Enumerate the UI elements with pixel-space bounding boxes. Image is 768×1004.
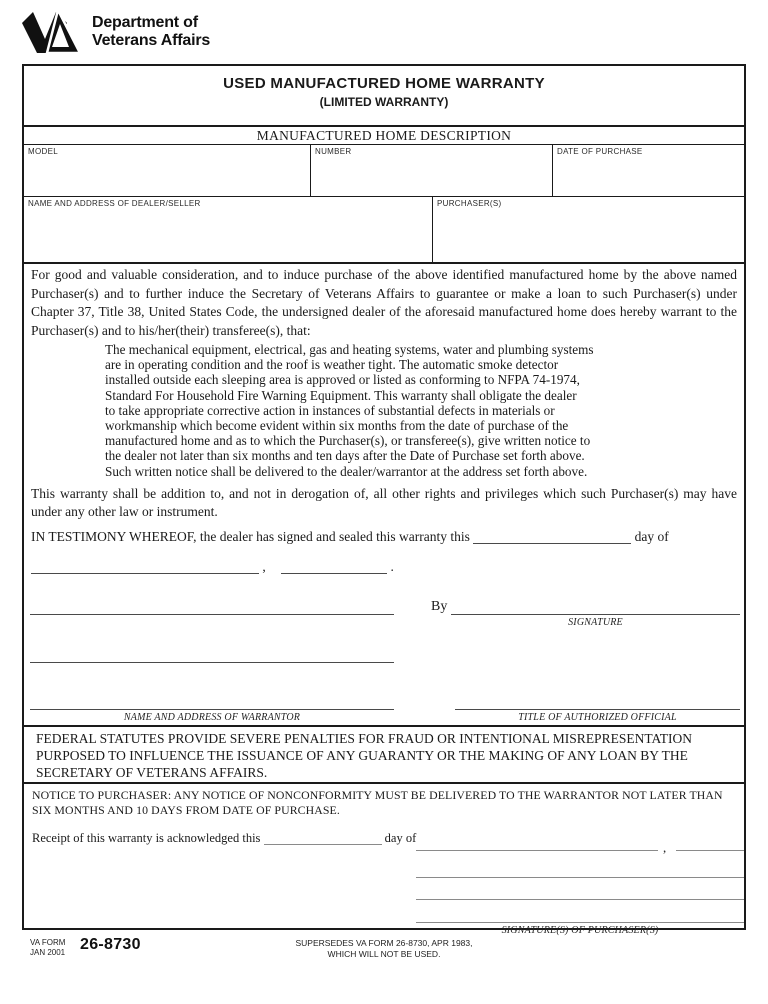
- by-label: By: [431, 598, 448, 614]
- receipt-comma: ,: [663, 840, 667, 855]
- notice-to-purchaser-text: NOTICE TO PURCHASER: ANY NOTICE OF NONCONFORMITY MUST BE DELIVERED TO THE WARRANTOR NOT LATER THAN SIX MONTHS AND 10 DAYS FROM DATE OF PURCHASE.: [32, 788, 723, 817]
- number-value[interactable]: [315, 156, 548, 168]
- warranty-body: [24, 264, 744, 725]
- signature-area: [24, 579, 744, 723]
- supersedes-line2: WHICH WILL NOT BE USED.: [327, 948, 441, 959]
- testimony-line: [31, 529, 737, 545]
- federal-statutes-notice: FEDERAL STATUTES PROVIDE SEVERE PENALTIES FOR FRAUD OR INTENTIONAL MISREPRESENTATION PURPOSED TO INFLUENCE THE ISSUANCE OF ANY GUARANTY OR THE MAKING OF ANY LOAN BY THE SECRETARY OF VETERANS AFFAIRS.: [24, 725, 744, 782]
- addition-paragraph: This warranty shall be addition to, and not in derogation of, all other rights and privileges which such Purchaser(s) may have under any other law or instrument.: [31, 485, 737, 520]
- receipt-day-input[interactable]: [264, 844, 382, 845]
- model-label: MODEL: [28, 147, 58, 156]
- testimony-prefix: IN TESTIMONY WHEREOF, the dealer has signed and sealed this warranty this: [31, 528, 470, 544]
- description-heading: MANUFACTURED HOME DESCRIPTION: [24, 127, 744, 145]
- testimony-date-line: [31, 559, 737, 579]
- period: .: [390, 558, 394, 574]
- clause-line: the dealer not later than six months and ten days after the Date of Purchase set forth above.: [105, 448, 585, 464]
- clause-line: to take appropriate corrective action in instances of substantial defects in materials or: [105, 402, 555, 418]
- description-row-2: [24, 197, 744, 264]
- form-number: 26-8730: [80, 936, 141, 953]
- warrantor-line-2[interactable]: [30, 662, 394, 663]
- purchaser-signature-line-3[interactable]: [416, 922, 744, 923]
- agency-name: [92, 14, 210, 50]
- purchaser-signatures-label: SIGNATURE(S) OF PURCHASER(S): [501, 925, 659, 936]
- clause-line: installed outside each sleeping area is approved or listed as conforming to NFPA 74-1974,: [105, 372, 580, 388]
- warrantor-label: NAME AND ADDRESS OF WARRANTOR: [123, 711, 301, 723]
- va-form-label: [30, 938, 65, 958]
- agency-line1: Department of: [92, 14, 198, 31]
- purchasers-label: PURCHASER(S): [437, 199, 502, 208]
- clause-line: workmanship which become evident within six months from the date of purchase of the: [105, 418, 569, 434]
- clause-line: are in operating condition and the roof is weather tight. The automatic smoke detector: [105, 357, 559, 373]
- dealer-seller-label: NAME AND ADDRESS OF DEALER/SELLER: [28, 199, 201, 208]
- signature-label: SIGNATURE: [568, 616, 623, 628]
- dealer-seller-value[interactable]: [28, 208, 428, 220]
- date-of-purchase-label: DATE OF PURCHASE: [557, 147, 643, 156]
- warrantor-line-1[interactable]: [30, 614, 394, 615]
- testimony-month-input[interactable]: [31, 573, 259, 574]
- receipt-day-of: day of: [384, 831, 417, 845]
- form-title-block: [24, 66, 744, 127]
- date-of-purchase-field[interactable]: [552, 145, 744, 196]
- date-of-purchase-value[interactable]: [557, 156, 740, 168]
- form-subtitle: (LIMITED WARRANTY): [319, 95, 449, 109]
- consideration-paragraph: For good and valuable consideration, and to induce purchase of the above identified manufactured home by the above named Purchaser(s) and to further induce the Secretary of Veterans Affairs to guarantee or make a loan to such Purchaser(s) under Chapter 37, Title 38, United States Code, the undersigned dealer of the aforesaid manufactured home does hereby warrant to the Purchaser(s) and to his/her(their) transferee(s), that:: [31, 267, 737, 338]
- warranty-clause: [105, 342, 744, 479]
- va-form-label-line1: VA FORM: [30, 938, 66, 947]
- official-title-label: TITLE OF AUTHORIZED OFFICIAL: [518, 711, 677, 723]
- va-form-label-line2: JAN 2001: [30, 948, 66, 957]
- clause-line: The mechanical equipment, electrical, gas and heating systems, water and plumbing systems: [105, 342, 594, 357]
- testimony-year-input[interactable]: [281, 573, 387, 574]
- testimony-suffix: day of: [634, 528, 669, 544]
- receipt-prefix: Receipt of this warranty is acknowledged this: [32, 831, 261, 845]
- warrantor-line-3[interactable]: [30, 709, 394, 710]
- form-footer: [22, 936, 746, 966]
- supersedes-note: [295, 938, 472, 959]
- form-title: USED MANUFACTURED HOME WARRANTY: [223, 75, 545, 92]
- description-row-1: [24, 145, 744, 197]
- comma: ,: [262, 558, 266, 574]
- model-field[interactable]: [24, 145, 310, 196]
- va-logo-icon: [22, 10, 80, 54]
- dealer-seller-field[interactable]: [24, 197, 432, 262]
- receipt-line: [32, 831, 416, 846]
- clause-line: manufactured home and as to which the Purchaser(s), or transferee(s), give written notice to: [105, 433, 591, 449]
- model-value[interactable]: [28, 156, 306, 168]
- receipt-year-input[interactable]: [676, 850, 744, 851]
- clause-line: Such written notice shall be delivered to the dealer/warrantor at the address set forth above.: [105, 463, 588, 479]
- testimony-day-input[interactable]: [473, 543, 631, 544]
- supersedes-line1: SUPERSEDES VA FORM 26-8730, APR 1983,: [295, 938, 473, 948]
- clause-line: Standard For Household Fire Warning Equipment. This warranty shall obligate the dealer: [105, 387, 577, 403]
- notice-to-purchaser-section: [24, 782, 744, 939]
- receipt-month-input[interactable]: [416, 850, 658, 851]
- number-label: NUMBER: [315, 147, 352, 156]
- purchasers-field[interactable]: [432, 197, 744, 262]
- official-title-line[interactable]: [455, 709, 740, 710]
- number-field[interactable]: [310, 145, 552, 196]
- purchaser-signature-line-1[interactable]: [416, 877, 744, 878]
- masthead: [22, 10, 210, 54]
- purchaser-signature-line-2[interactable]: [416, 899, 744, 900]
- form-box: [22, 64, 746, 936]
- agency-line2: Veterans Affairs: [92, 32, 211, 49]
- purchasers-value[interactable]: [437, 208, 740, 220]
- dealer-signature-line[interactable]: [451, 614, 740, 615]
